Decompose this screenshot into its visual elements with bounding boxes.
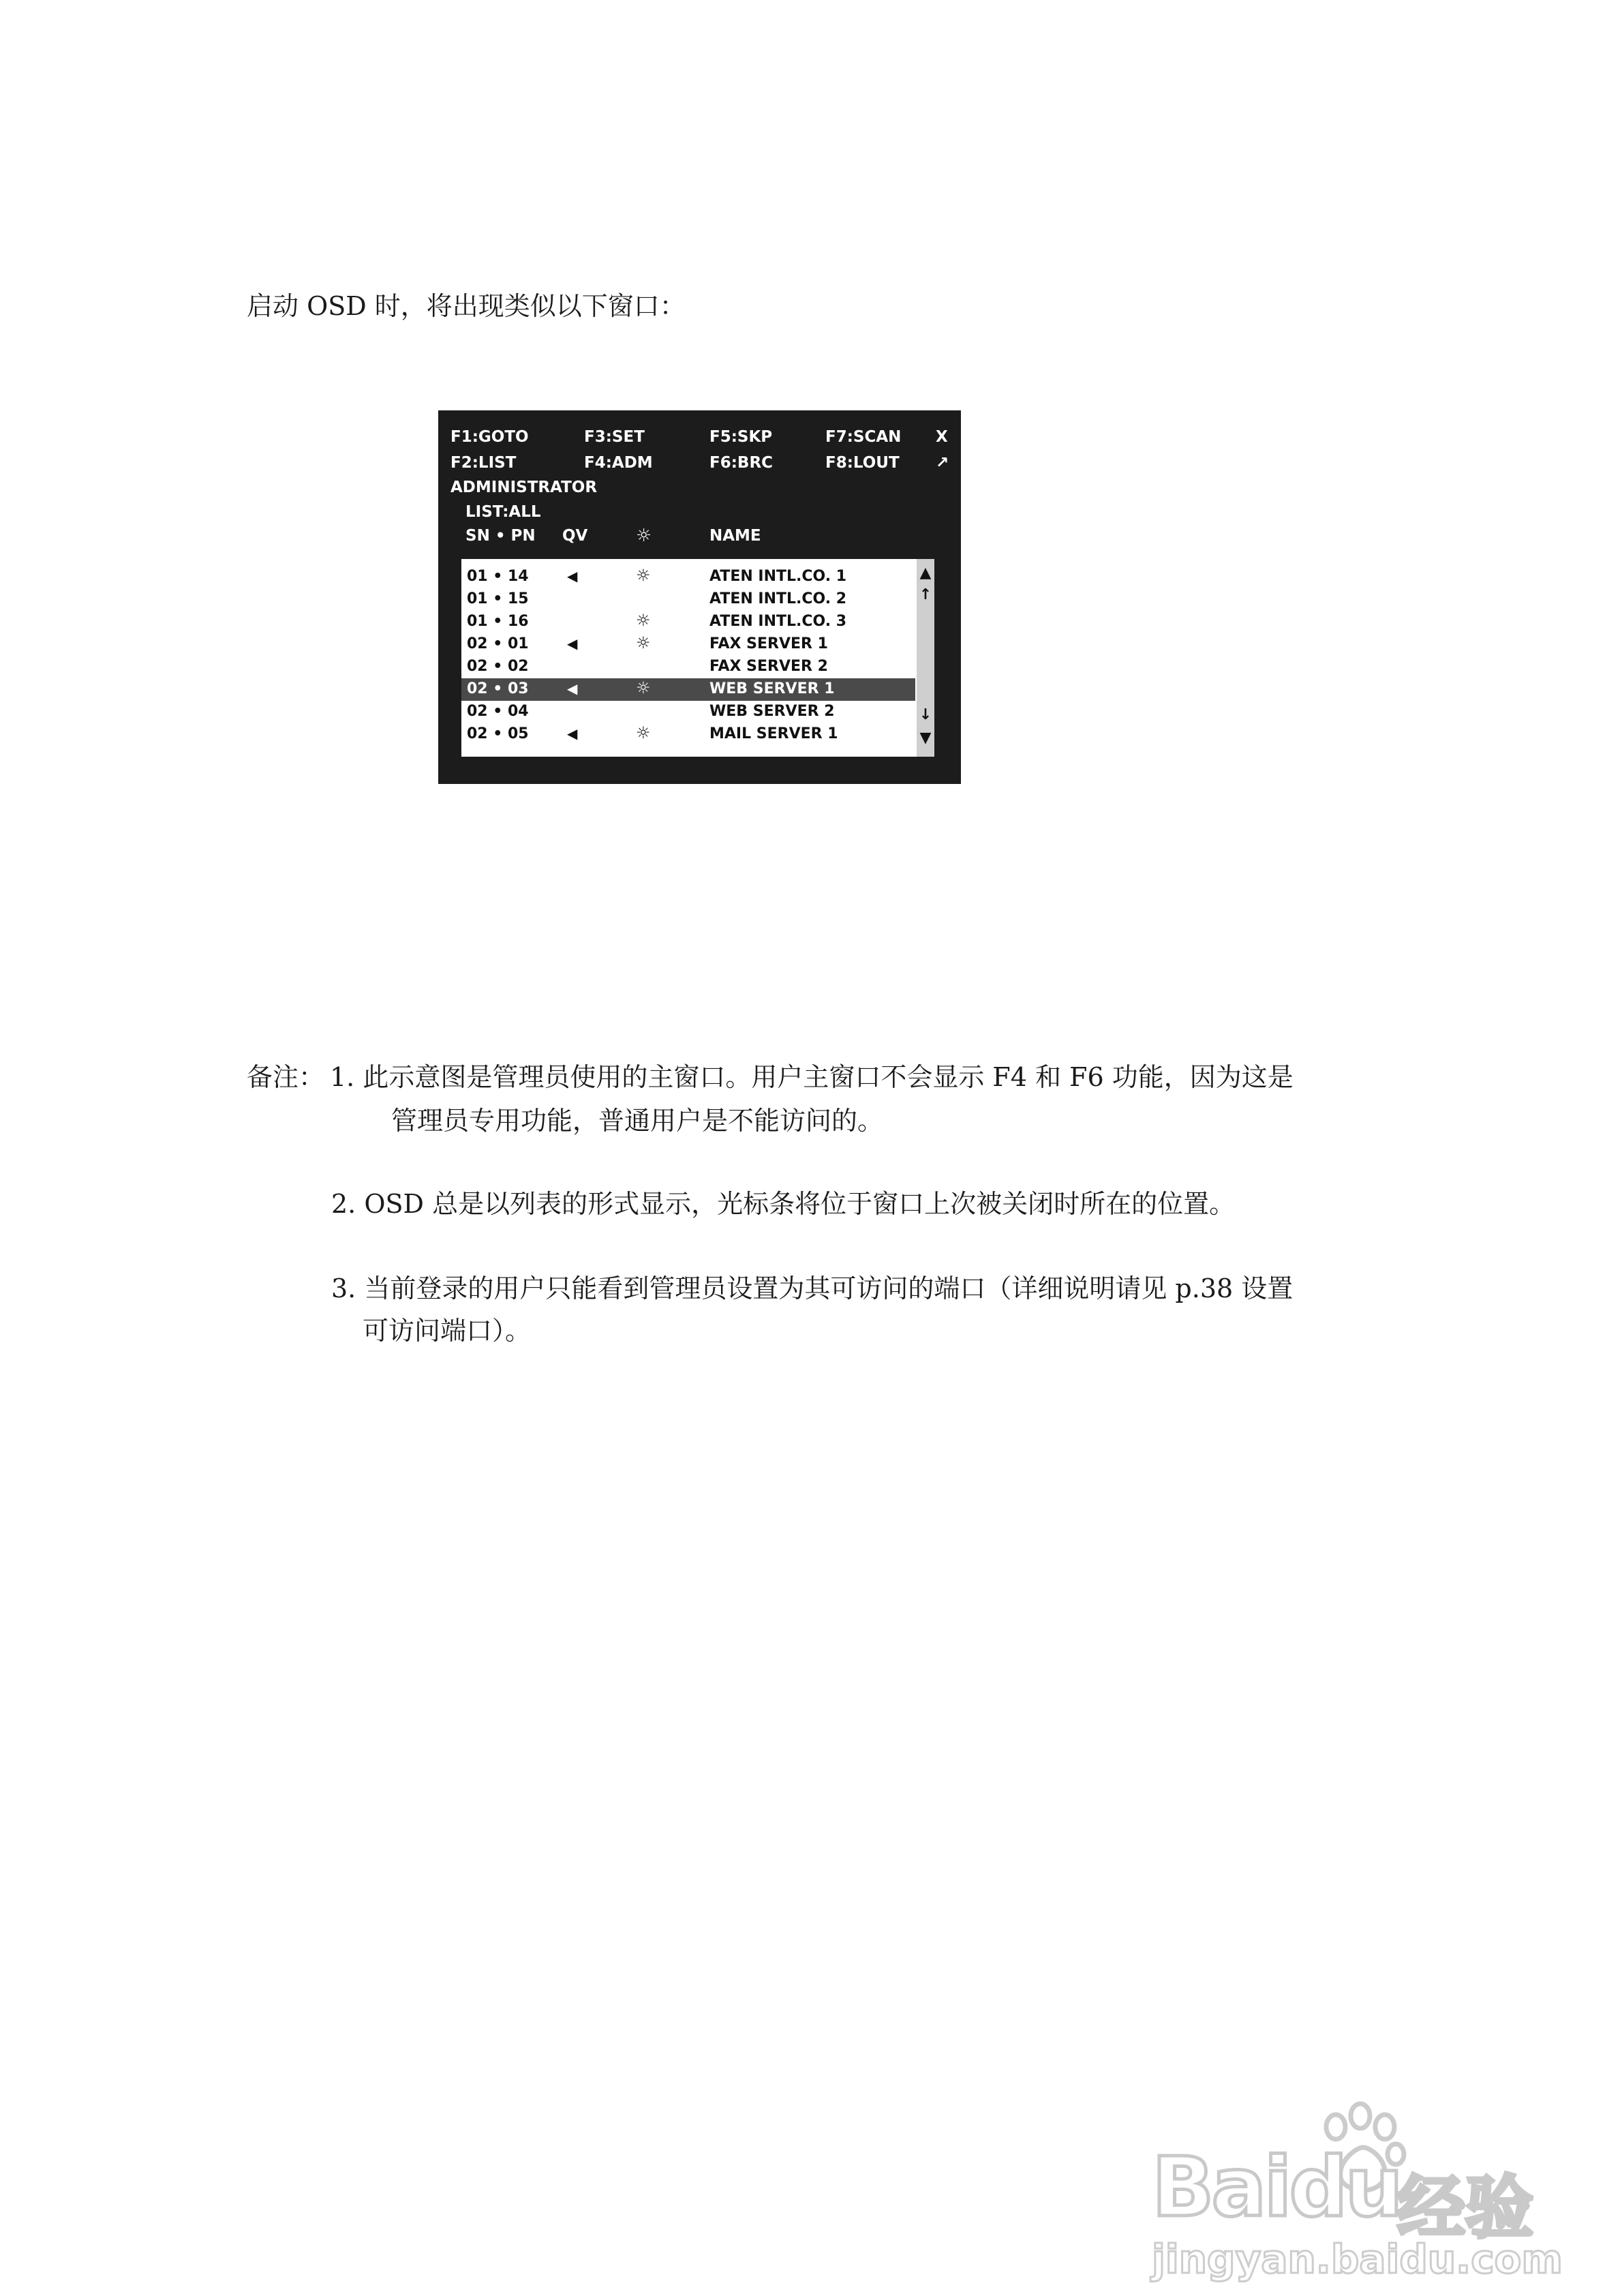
- port-row[interactable]: [461, 588, 915, 611]
- port-row[interactable]: [461, 611, 915, 633]
- move-icon[interactable]: ↗: [936, 454, 949, 472]
- list-filter-label[interactable]: LIST:ALL: [465, 503, 541, 521]
- port-list[interactable]: [461, 559, 934, 757]
- port-name: FAX SERVER 2: [709, 658, 828, 675]
- port-row[interactable]: [461, 656, 915, 678]
- power-on-icon: ☼: [636, 611, 651, 630]
- port-sn-pn: 02 • 02: [467, 658, 529, 675]
- column-header-qv[interactable]: QV: [562, 527, 588, 545]
- scroll-top-icon[interactable]: ▲: [919, 564, 932, 581]
- note-3-line-1: 3. 当前登录的用户只能看到管理员设置为其可访问的端口（详细说明请见 p.38 设置: [331, 1273, 1294, 1303]
- watermark-brand: Baidu: [1152, 2141, 1401, 2235]
- f3-set-key[interactable]: F3:SET: [584, 428, 645, 446]
- function-key-bar: [450, 428, 955, 480]
- notes-label: 备注：: [247, 1062, 325, 1092]
- port-sn-pn: 01 • 16: [467, 613, 529, 630]
- f6-brc-key[interactable]: F6:BRC: [709, 454, 774, 472]
- quick-view-icon: ◀: [567, 680, 578, 697]
- function-key-row-2: [450, 454, 955, 480]
- note-1-line-2: 管理员专用功能，普通用户是不能访问的。: [391, 1106, 884, 1136]
- note-2: 2. OSD 总是以列表的形式显示，光标条将位于窗口上次被关闭时所在的位置。: [331, 1189, 1236, 1219]
- port-row-selected[interactable]: [461, 678, 915, 701]
- quick-view-icon: ◀: [567, 635, 578, 652]
- column-header-row: [438, 527, 961, 549]
- f7-scan-key[interactable]: F7:SCAN: [825, 428, 902, 446]
- power-on-icon: ☼: [636, 566, 651, 585]
- note-1-line-1: 1. 此示意图是管理员使用的主窗口。用户主窗口不会显示 F4 和 F6 功能，因为这是: [330, 1062, 1294, 1092]
- port-row[interactable]: [461, 633, 915, 656]
- scroll-bottom-icon[interactable]: ▼: [919, 729, 932, 746]
- port-sn-pn: 02 • 01: [467, 635, 529, 652]
- f2-list-key[interactable]: F2:LIST: [450, 454, 517, 472]
- port-name: ATEN INTL.CO. 2: [709, 590, 847, 607]
- power-on-icon: ☼: [636, 678, 651, 697]
- port-row[interactable]: [461, 723, 915, 746]
- port-sn-pn: 02 • 05: [467, 725, 529, 742]
- port-row[interactable]: [461, 701, 915, 723]
- port-name: WEB SERVER 1: [709, 680, 835, 697]
- close-icon[interactable]: X: [936, 428, 948, 446]
- watermark-url: jingyan.baidu.com: [1152, 2236, 1563, 2282]
- f5-skp-key[interactable]: F5:SKP: [709, 428, 773, 446]
- port-sn-pn: 02 • 04: [467, 703, 529, 720]
- port-sn-pn: 02 • 03: [467, 680, 529, 697]
- osd-window: [438, 410, 961, 784]
- port-name: FAX SERVER 1: [709, 635, 828, 652]
- scroll-page-up-icon[interactable]: ↑: [919, 586, 932, 603]
- port-name: WEB SERVER 2: [709, 703, 835, 720]
- port-name: MAIL SERVER 1: [709, 725, 838, 742]
- port-sn-pn: 01 • 15: [467, 590, 529, 607]
- watermark-cn: 经验: [1397, 2168, 1533, 2248]
- note-3-line-2: 可访问端口）。: [363, 1316, 532, 1346]
- f8-lout-key[interactable]: F8:LOUT: [825, 454, 900, 472]
- port-name: ATEN INTL.CO. 3: [709, 613, 847, 630]
- column-header-name[interactable]: NAME: [709, 527, 761, 545]
- user-role-label: ADMINISTRATOR: [450, 479, 598, 496]
- quick-view-icon: ◀: [567, 725, 578, 742]
- scrollbar[interactable]: [917, 559, 934, 757]
- column-header-gear-icon[interactable]: ☼: [636, 526, 652, 546]
- column-header-sn-pn[interactable]: SN • PN: [465, 527, 536, 545]
- power-on-icon: ☼: [636, 723, 651, 742]
- function-key-row-1: [450, 428, 955, 454]
- f4-adm-key[interactable]: F4:ADM: [584, 454, 653, 472]
- power-on-icon: ☼: [636, 633, 651, 652]
- f1-goto-key[interactable]: F1:GOTO: [450, 428, 529, 446]
- intro-text: 启动 OSD 时，将出现类似以下窗口：: [247, 291, 686, 321]
- scroll-page-down-icon[interactable]: ↓: [919, 706, 932, 723]
- baidu-jingyan-watermark: [1152, 2100, 1563, 2282]
- port-name: ATEN INTL.CO. 1: [709, 568, 847, 585]
- port-sn-pn: 01 • 14: [467, 568, 529, 585]
- port-row[interactable]: [461, 566, 915, 588]
- quick-view-icon: ◀: [567, 568, 578, 584]
